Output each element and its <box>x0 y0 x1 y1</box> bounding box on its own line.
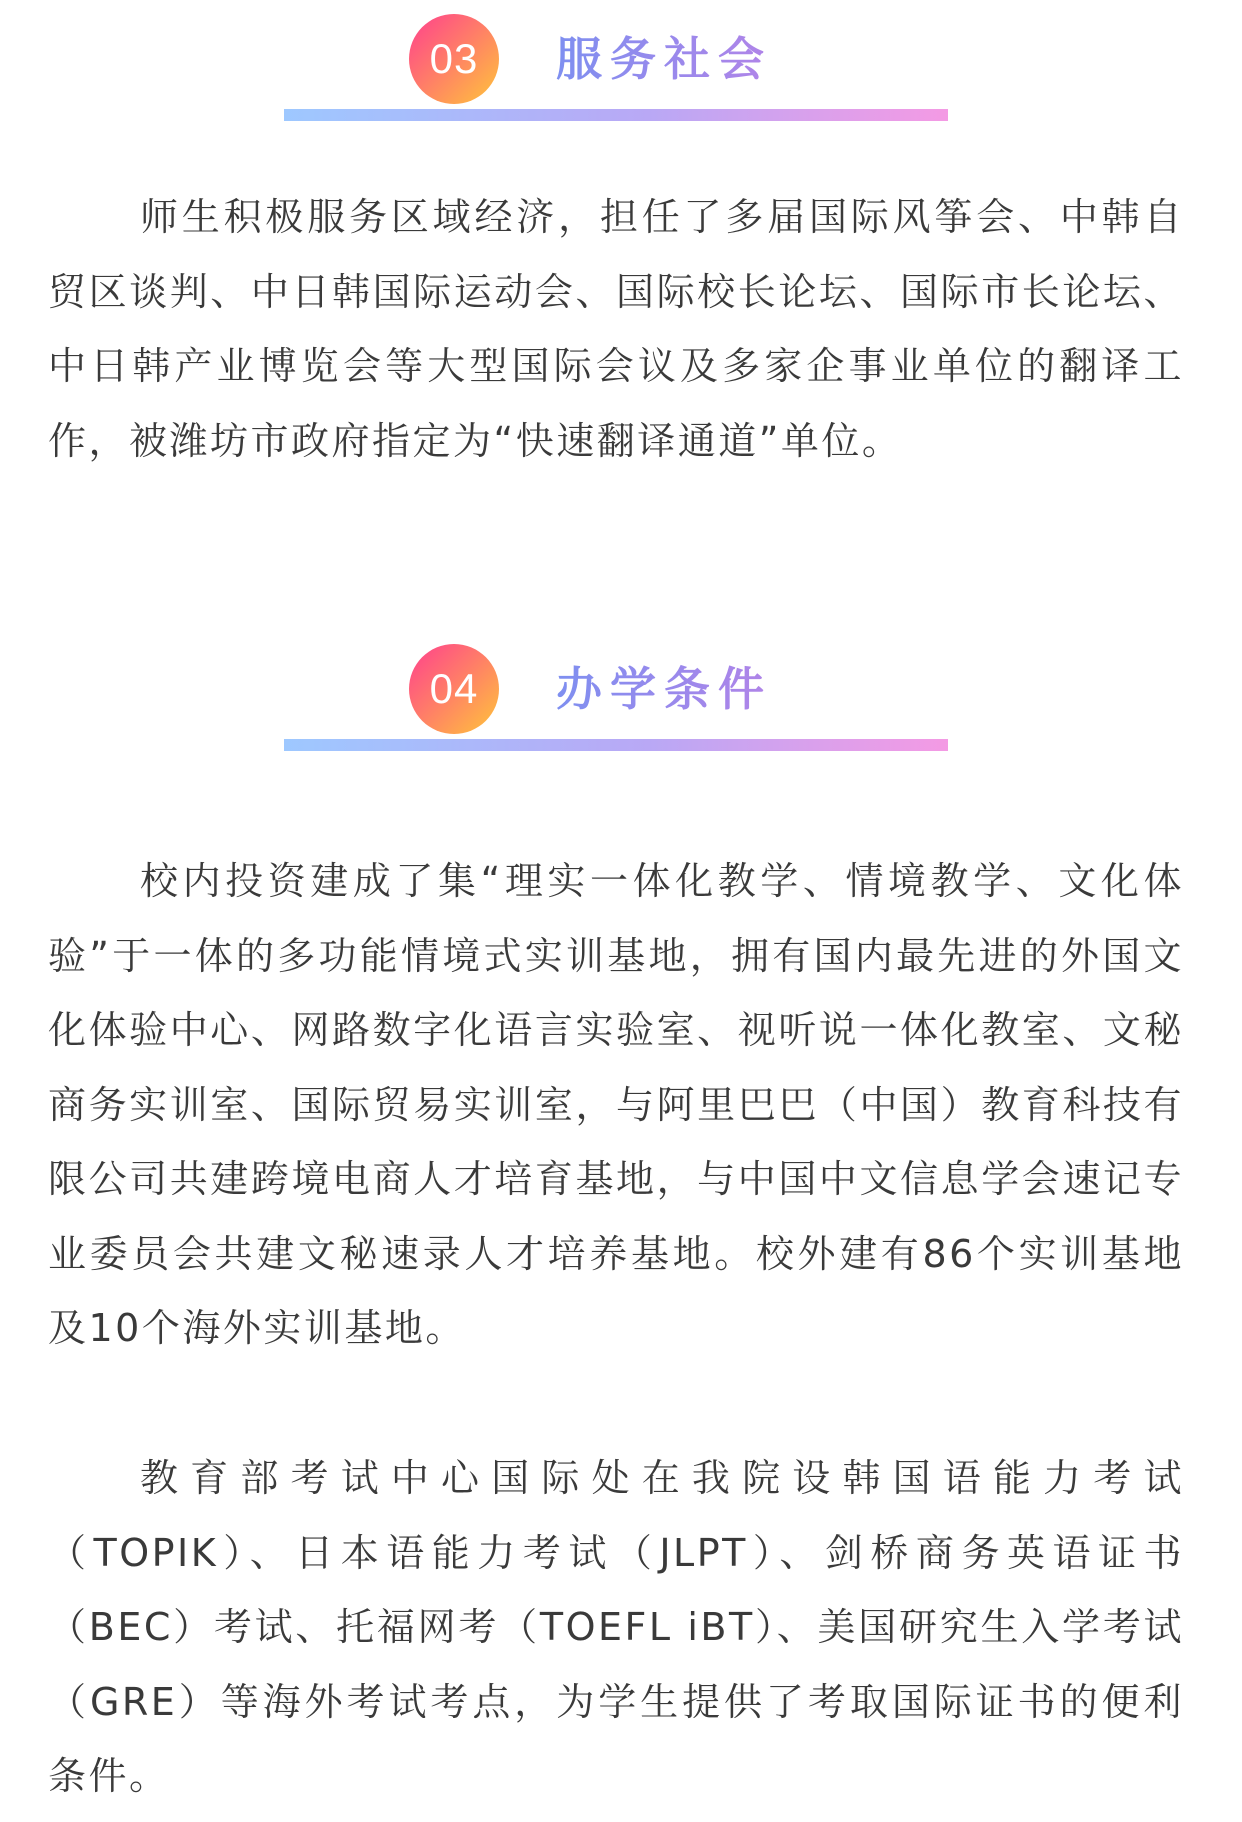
section-number-badge <box>409 14 499 104</box>
paragraph-service: 师生积极服务区域经济，担任了多届国际风筝会、中韩自贸区谈判、中日韩国际运动会、国际校长论坛、国际市长论坛、中日韩产业博览会等大型国际会议及多家企事业单位的翻译工作，被潍坊市政府指定为“快速翻译通道”单位。 <box>48 195 1184 463</box>
paragraph-exam-centers: 教育部考试中心国际处在我院设韩国语能力考试（TOPIK）、日本语能力考试（JLPT）、剑桥商务英语证书（BEC）考试、托福网考（TOEFL iBT）、美国研究生入学考试（GRE）等海外考试考点，为学生提供了考取国际证书的便利条件。 <box>48 1456 1184 1798</box>
section-underline <box>284 739 948 751</box>
section-title: 办学条件 <box>556 662 772 716</box>
section-underline <box>284 109 948 121</box>
section-header-service <box>0 14 1242 124</box>
section-number-badge <box>409 644 499 734</box>
section-number: 03 <box>429 35 479 82</box>
section-title: 服务社会 <box>556 32 772 86</box>
paragraph-facilities: 校内投资建成了集“理实一体化教学、情境教学、文化体验”于一体的多功能情境式实训基地，拥有国内最先进的外国文化体验中心、网路数字化语言实验室、视听说一体化教室、文秘商务实训室、国际贸易实训室，与阿里巴巴（中国）教育科技有限公司共建跨境电商人才培育基地，与中国中文信息学会速记专业委员会共建文秘速录人才培养基地。校外建有86个实训基地及10个海外实训基地。 <box>48 859 1184 1350</box>
section-number: 04 <box>429 665 479 712</box>
section-header-conditions <box>0 644 1242 754</box>
